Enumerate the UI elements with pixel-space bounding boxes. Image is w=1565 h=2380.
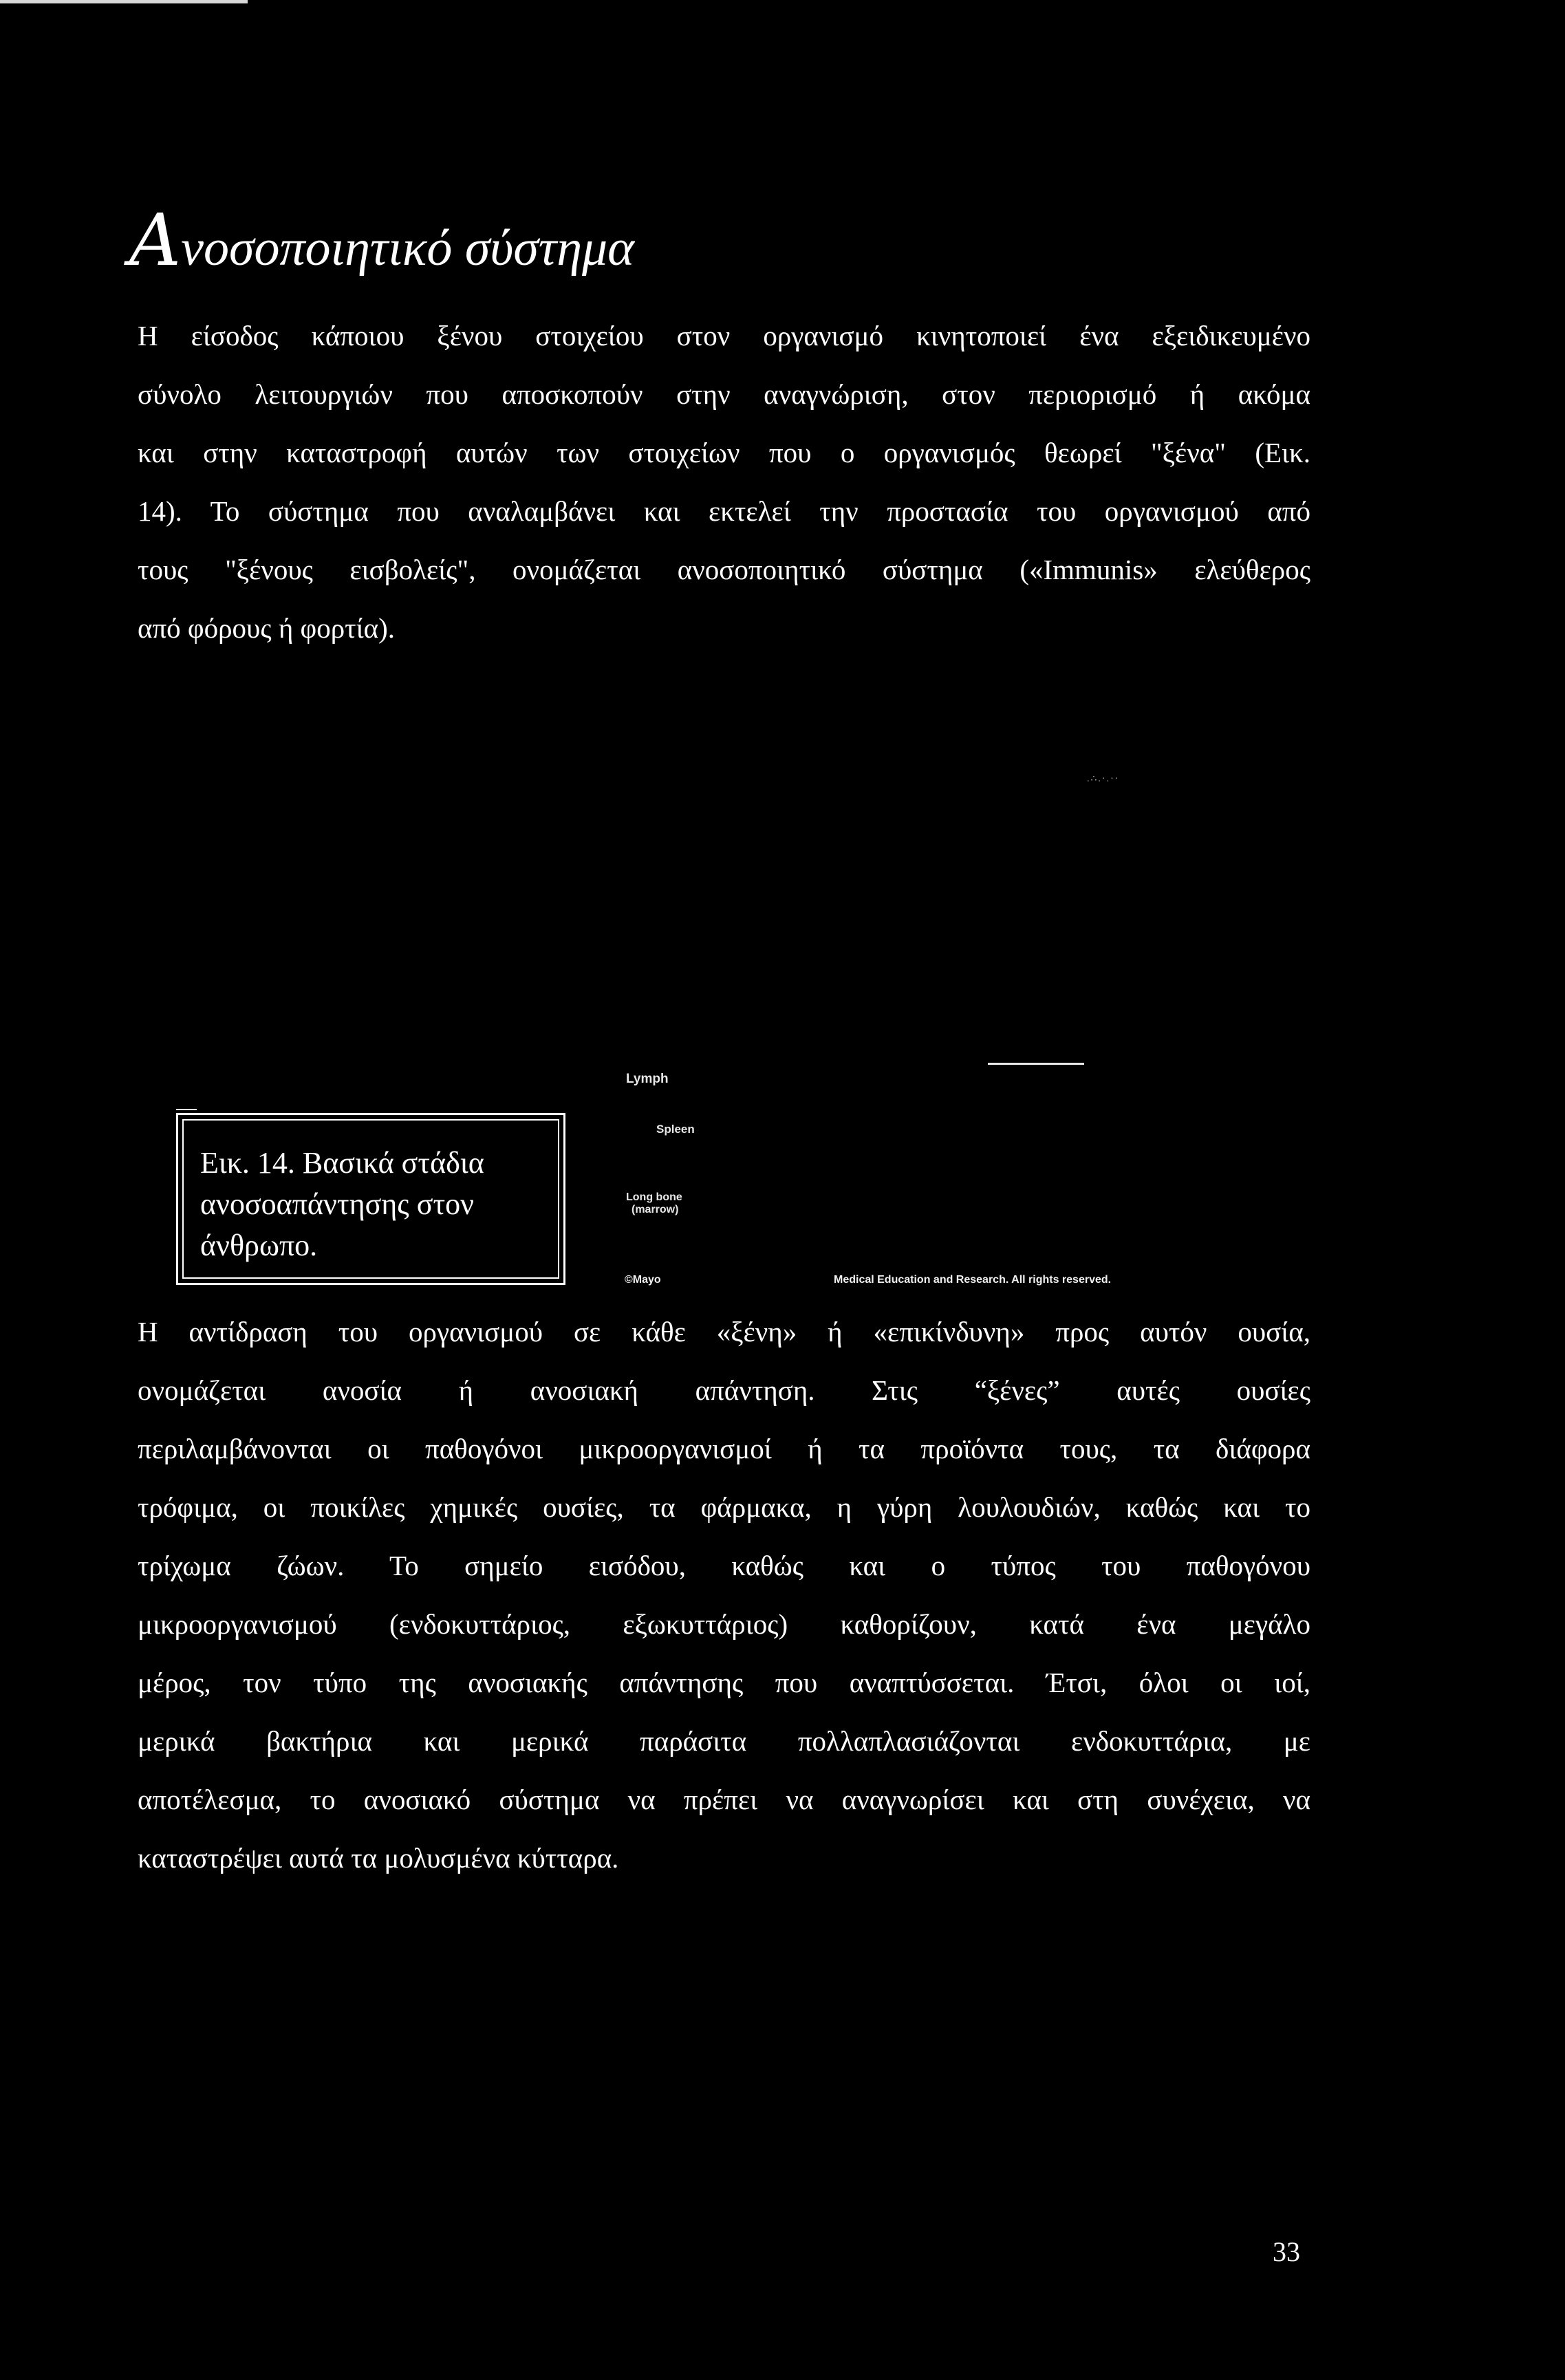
figure-speck: .∴.·.·· [1087,774,1120,784]
heading-text: νοσοποιητικό σύστημα [181,220,634,277]
credit-text: Medical Education and Research. All rights reserved. [834,1274,1112,1286]
paragraph-line: μερικά βακτήρια και μερικά παράσιτα πολλαπλασιάζονται ενδοκυττάρια, με [138,1725,1310,1757]
label-marrow: (marrow) [632,1204,679,1215]
label-long-bone: Long bone [626,1191,682,1203]
paragraph-line: τρίχωμα ζώων. Το σημείο εισόδου, καθώς και ο τύπος του παθογόνου [138,1550,1310,1581]
section-heading [129,198,634,282]
intro-paragraph [138,307,1310,658]
figure-caption: Εικ. 14. Βασικά στάδια ανοσοαπάντησης στον άνθρωπο. [200,1146,484,1262]
paragraph-line: 14). Το σύστημα που αναλαμβάνει και εκτελεί την προστασία του οργανισμού από [138,495,1310,527]
figure-dash-line [988,1063,1084,1065]
paragraph-line: αποτέλεσμα, το ανοσιακό σύστημα να πρέπει να αναγνωρίσει και στη συνέχεια, να [138,1784,1310,1815]
paragraph-line: μικροοργανισμού (ενδοκυττάριος, εξωκυττάριος) καθορίζουν, κατά ένα μεγάλο [138,1608,1310,1640]
credit-mayo: ©Mayo [625,1274,661,1286]
paragraph-line: τρόφιμα, οι ποικίλες χημικές ουσίες, τα φάρμακα, η γύρη λουλουδιών, καθώς και το [138,1491,1310,1523]
paragraph-line: καταστρέψει αυτά τα μολυσμένα κύτταρα. [138,1842,619,1874]
paragraph-line: σύνολο λειτουργιών που αποσκοπούν στην αναγνώριση, στον περιορισμό ή ακόμα [138,378,1310,410]
figure-dash-line [176,1109,197,1110]
label-spleen: Spleen [656,1123,695,1136]
paragraph-line: από φόρους ή φορτία). [138,612,396,644]
paragraph-line: τους "ξένους εισβολείς", ονομάζεται ανοσοποιητικό σύστημα («Immunis» ελεύθερος [138,554,1310,585]
page-number: 33 [1273,2236,1300,2267]
paragraph-line: Η αντίδραση του οργανισμού σε κάθε «ξένη» ή «επικίνδυνη» προς αυτόν ουσία, [138,1316,1310,1348]
paragraph-line: ονομάζεται ανοσία ή ανοσιακή απάντηση. Στις “ξένες” αυτές ουσίες [138,1374,1310,1406]
heading-initial: Α [129,198,182,282]
paragraph-line: Η είσοδος κάποιου ξένου στοιχείου στον οργανισμό κινητοποιεί ένα εξειδικευμένο [138,320,1310,351]
top-edge-rule [0,0,248,3]
figure-caption-box [176,1113,565,1285]
immunity-paragraph [138,1303,1310,1887]
paragraph-line: μέρος, τον τύπο της ανοσιακής απάντησης που αναπτύσσεται. Έτσι, όλοι οι ιοί, [138,1667,1310,1698]
paragraph-line: περιλαμβάνονται οι παθογόνοι μικροοργανισμοί ή τα προϊόντα τους, τα διάφορα [138,1433,1310,1464]
label-lymph: Lymph [626,1072,669,1086]
paragraph-line: και στην καταστροφή αυτών των στοιχείων που ο οργανισμός θεωρεί "ξένα" (Εικ. [138,437,1310,468]
